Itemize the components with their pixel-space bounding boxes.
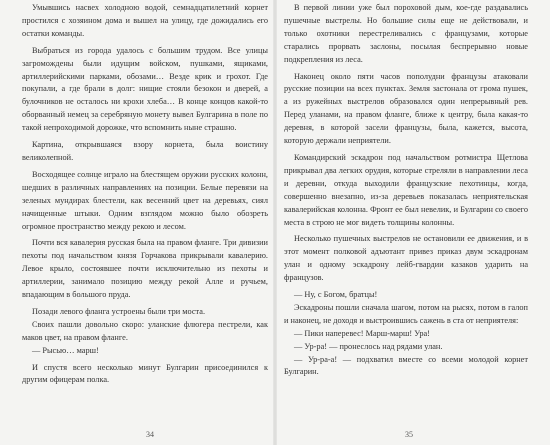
paragraph: Несколько пушечных выстрелов не остановили ее движения, и в этот момент полковой адъютант привез приказ двум эскадронам улан и одному эскадрону лейб-гвардии казаков ударить на французов. [284, 234, 528, 283]
page-number: 35 [405, 430, 413, 439]
paragraph: Командирский эскадрон под начальством ротмистра Щетлова прикрывал два легких орудия, которые стреляли в направлении леса и деревни, откуда выходили французские пехотинцы, когда, совершенно внезапно, из-за деревьев показалась неприятельская кавалерийская колонна. Фронт ее был невелик, и Булгарин со своего места в строю не мог видеть толщины колонны. [284, 152, 528, 227]
left-page [0, 0, 274, 445]
paragraph: Восходящее солнце играло на блестящем оружии русских колонн, шедших в различных направлениях на позиции. Белые перевязи на зеленых мундирах блестели, как весенний цвет на деревьях, сиял начищенные штыки. Одним взглядом можно было обозреть огромное пространство между рекою и лесом. [22, 169, 268, 231]
right-page [276, 0, 550, 445]
dialogue-line: — Ур-ра! — пронеслось над рядами улан. [294, 341, 443, 351]
paragraph: Умывшись насвех холодною водой, семнадцатилетний корнет простился с хозяином дома и вышел на улицу, где дожидались его остатки команды. [22, 3, 268, 38]
paragraph: Позади левого фланга устроены были три моста. [32, 306, 206, 316]
paragraph: Наконец около пяти часов пополудни французы атаковали русские позиции на всех пунктах. Земля застонала от грома пушек, а из ружейных выстрелов образовался один непрерывный рев. Перед уланами, на правом фланге, ближе к центру, была какая-то деревня, в которой засели французы, была, кажется, высота, которую держали неприятели. [284, 71, 528, 146]
paragraph: В первой линии уже был пороховой дым, кое-где раздавались пушечные выстрелы. Но большие силы еще не действовали, и только охотники перестреливались с французами, которые старались прорвать заслоны, посылая беспрерывно новые подкрепления из леса. [284, 3, 528, 64]
dialogue-line: — Пики наперевес! Марш-марш! Ура! [294, 328, 430, 338]
dialogue-line: — Ур-ра-а! — подхватил вместе со всеми молодой корнет Булгарин. [284, 354, 528, 377]
right-page-text [284, 2, 528, 379]
paragraph: Своих пашли довольно скоро: уланские флюгера пестрели, как маков цвет, на правом фланге. [22, 319, 268, 342]
paragraph: Картина, открывшаяся взору корнета, была воистину великолепной. [22, 140, 268, 162]
paragraph: Выбраться из города удалось с большим трудом. Все улицы загромождены были идущим войском, пушками, ящиками, артиллерийскими парками, обозами… Везде крик и грохот. Где покупали, а где брали в долг: нищие стояли безокон и дверей, а булочников не осталось ни крохи хлеба… В конце концов какой-то оборванный немец за серебряную монету вывел Булгарина в поле по такой непроходимой дорожке, что вспомнить ныне страшно. [22, 45, 268, 133]
paragraph: Почти вся кавалерия русская была на правом фланге. Три дивизии пехоты под начальством князя Горчакова прикрывали кавалерию. Левое крыло, состоявшее почти исключительно из пехоты и артиллерии, занимало позицию между рекой Алле и ручьем, впадающим в большого пруда. [22, 238, 268, 300]
left-page-text [22, 2, 268, 387]
paragraph: И спустя всего несколько минут Булгарин присоединился к другим офицерам полка. [22, 362, 268, 385]
dialogue-line: — Ну, с Богом, братцы! [294, 290, 378, 300]
dialogue-line: — Рысью… марш! [32, 345, 99, 355]
page-number: 34 [146, 430, 154, 439]
paragraph: Эскадроны пошли сначала шагом, потом на рысях, потом в галоп и наконец, не доходя и выстроившись сажень в ста от неприятеля: [284, 302, 528, 325]
